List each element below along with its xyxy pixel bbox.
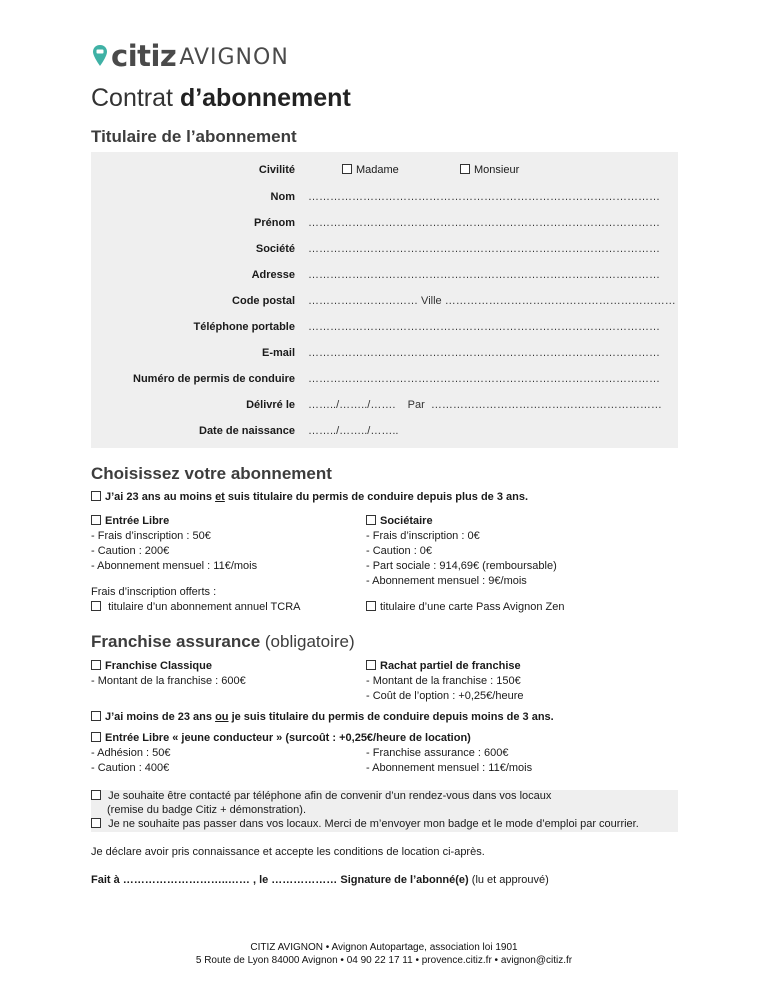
logo-brand-text: citiz: [111, 38, 177, 73]
rachat-franchise-line: - Coût de l’option : +0,25€/heure: [366, 690, 524, 702]
field-blank[interactable]: ……………………………………………………………………………………: [308, 243, 660, 255]
entree-libre-checkbox[interactable]: [91, 515, 101, 525]
subscription-heading: Choisissez votre abonnement: [91, 464, 332, 483]
holder-heading: Titulaire de l’abonnement: [91, 127, 297, 146]
young-driver-line: - Abonnement mensuel : 11€/mois: [366, 762, 533, 774]
field-row-code-postal: [91, 295, 678, 309]
entree-libre-option[interactable]: Entrée Libre: [91, 514, 257, 529]
field-label: Date de naissance: [199, 425, 295, 437]
societaire-block: [366, 514, 557, 589]
contact-phone-checkbox[interactable]: [91, 790, 101, 800]
field-blank[interactable]: ………………………… Ville ………………………………………………………: [308, 295, 676, 307]
field-label: Téléphone portable: [193, 321, 295, 333]
madame-checkbox[interactable]: [342, 164, 352, 174]
young-driver-line: - Franchise assurance : 600€: [366, 747, 509, 759]
field-row-prenom: [91, 217, 678, 231]
contact-mail-checkbox[interactable]: [91, 818, 101, 828]
field-label: Prénom: [254, 217, 295, 229]
field-blank[interactable]: ……../……../……. Par ………………………………………………………: [308, 399, 662, 411]
field-label: Adresse: [251, 269, 295, 281]
field-row-telephone: [91, 321, 678, 335]
zen-checkbox[interactable]: [366, 601, 376, 611]
madame-option[interactable]: Madame: [342, 163, 399, 178]
footer-line-1: CITIZ AVIGNON • Avignon Autopartage, association loi 1901: [250, 942, 518, 953]
franchise-classique-option[interactable]: Franchise Classique: [91, 659, 246, 674]
signature-line[interactable]: Fait à ………………………..…… , le ……………… Signature de l’abonné(e) (lu et approuvé): [91, 874, 549, 886]
franchise-classique-line: - Montant de la franchise : 600€: [91, 675, 246, 687]
rachat-franchise-line: - Montant de la franchise : 150€: [366, 675, 521, 687]
citiz-logo: [92, 40, 289, 72]
rachat-franchise-block: [366, 659, 523, 704]
footer-line-2: 5 Route de Lyon 84000 Avignon • 04 90 22 17 11 • provence.citiz.fr • avignon@citiz.fr: [195, 955, 573, 966]
young-driver-line: - Caution : 400€: [91, 762, 170, 774]
societaire-line: - Caution : 0€: [366, 545, 433, 557]
contact-phone-detail: (remise du badge Citiz + démonstration).: [107, 804, 307, 816]
field-row-nom: [91, 191, 678, 205]
entree-libre-line: - Abonnement mensuel : 11€/mois: [91, 560, 258, 572]
field-blank[interactable]: ……………………………………………………………………………………: [308, 373, 660, 385]
societaire-line: - Frais d’inscription : 0€: [366, 530, 480, 542]
field-blank[interactable]: ……………………………………………………………………………………: [308, 269, 660, 281]
age-condition-option[interactable]: J’ai 23 ans au moins et suis titulaire du permis de conduire depuis plus de 3 ans.: [91, 490, 528, 505]
logo-city-text: AVIGNON: [179, 45, 289, 70]
contact-phone-option[interactable]: Je souhaite être contacté par téléphone afin de convenir d’un rendez-vous dans vos locaux: [91, 789, 551, 804]
societaire-option[interactable]: Sociétaire: [366, 514, 557, 529]
rachat-franchise-checkbox[interactable]: [366, 660, 376, 670]
entree-libre-line: - Frais d’inscription : 50€: [91, 530, 211, 542]
age-condition-checkbox[interactable]: [91, 491, 101, 501]
young-driver-condition-option[interactable]: J’ai moins de 23 ans ou je suis titulaire du permis de conduire depuis moins de 3 ans.: [91, 710, 554, 725]
offered-fees-label: Frais d’inscription offerts :: [91, 586, 217, 598]
monsieur-checkbox[interactable]: [460, 164, 470, 174]
zen-option[interactable]: titulaire d’une carte Pass Avignon Zen: [366, 600, 564, 615]
civility-label: Civilité: [258, 164, 295, 176]
field-blank[interactable]: ……………………………………………………………………………………: [308, 321, 660, 333]
young-driver-checkbox[interactable]: [91, 732, 101, 742]
field-row-societe: [91, 243, 678, 257]
field-row-permis: [91, 373, 678, 387]
societaire-checkbox[interactable]: [366, 515, 376, 525]
page-title: Contrat d’abonnement: [91, 84, 351, 112]
holder-form: [91, 152, 678, 448]
field-label: Code postal: [232, 295, 295, 307]
field-label: Délivré le: [246, 399, 295, 411]
field-row-adresse: [91, 269, 678, 283]
tcra-checkbox[interactable]: [91, 601, 101, 611]
field-blank[interactable]: ……………………………………………………………………………………: [308, 191, 660, 203]
insurance-heading: Franchise assurance (obligatoire): [91, 632, 355, 651]
field-row-delivre: [91, 399, 678, 413]
field-blank[interactable]: ……………………………………………………………………………………: [308, 217, 660, 229]
civility-row: [91, 164, 678, 178]
field-row-naissance: [91, 425, 678, 439]
declaration-text: Je déclare avoir pris connaissance et accepte les conditions de location ci-après.: [91, 846, 485, 858]
young-driver-condition-checkbox[interactable]: [91, 711, 101, 721]
field-row-email: [91, 347, 678, 361]
monsieur-option[interactable]: Monsieur: [460, 163, 519, 178]
societaire-line: - Part sociale : 914,69€ (remboursable): [366, 560, 557, 572]
field-label: Nom: [270, 191, 295, 203]
young-driver-right: [366, 746, 532, 776]
field-blank[interactable]: ……../……../……..: [308, 425, 399, 437]
franchise-classique-checkbox[interactable]: [91, 660, 101, 670]
field-label: E-mail: [261, 347, 295, 359]
entree-libre-block: [91, 514, 257, 574]
entree-libre-line: - Caution : 200€: [91, 545, 170, 557]
field-label: Numéro de permis de conduire: [133, 373, 295, 385]
field-blank[interactable]: ……………………………………………………………………………………: [308, 347, 660, 359]
field-label: Société: [255, 243, 295, 255]
societaire-line: - Abonnement mensuel : 9€/mois: [366, 575, 527, 587]
rachat-franchise-option[interactable]: Rachat partiel de franchise: [366, 659, 523, 674]
franchise-classique-block: [91, 659, 246, 689]
contact-mail-option[interactable]: Je ne souhaite pas passer dans vos locaux. Merci de m’envoyer mon badge et le mode d’emploi par courrier.: [91, 817, 639, 832]
young-driver-left: [91, 746, 171, 776]
tcra-option[interactable]: titulaire d’un abonnement annuel TCRA: [91, 600, 300, 615]
young-driver-option[interactable]: Entrée Libre « jeune conducteur » (surcoût : +0,25€/heure de location): [91, 731, 471, 746]
young-driver-line: - Adhésion : 50€: [91, 747, 171, 759]
location-pin-icon: [92, 44, 108, 68]
